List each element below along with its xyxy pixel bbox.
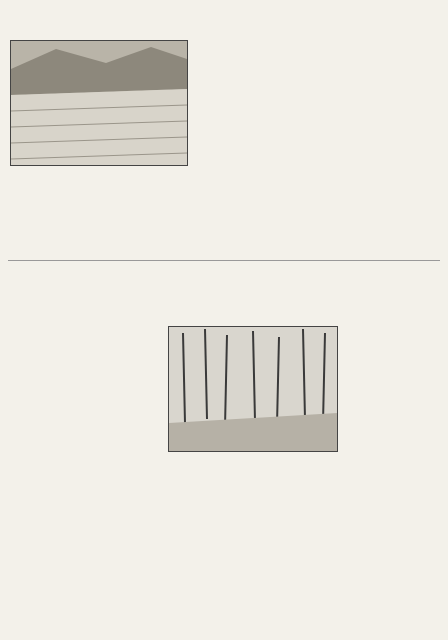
forest-photo — [168, 326, 338, 452]
band-divider — [8, 260, 440, 261]
page — [8, 6, 440, 618]
landscape-photo — [10, 40, 188, 166]
